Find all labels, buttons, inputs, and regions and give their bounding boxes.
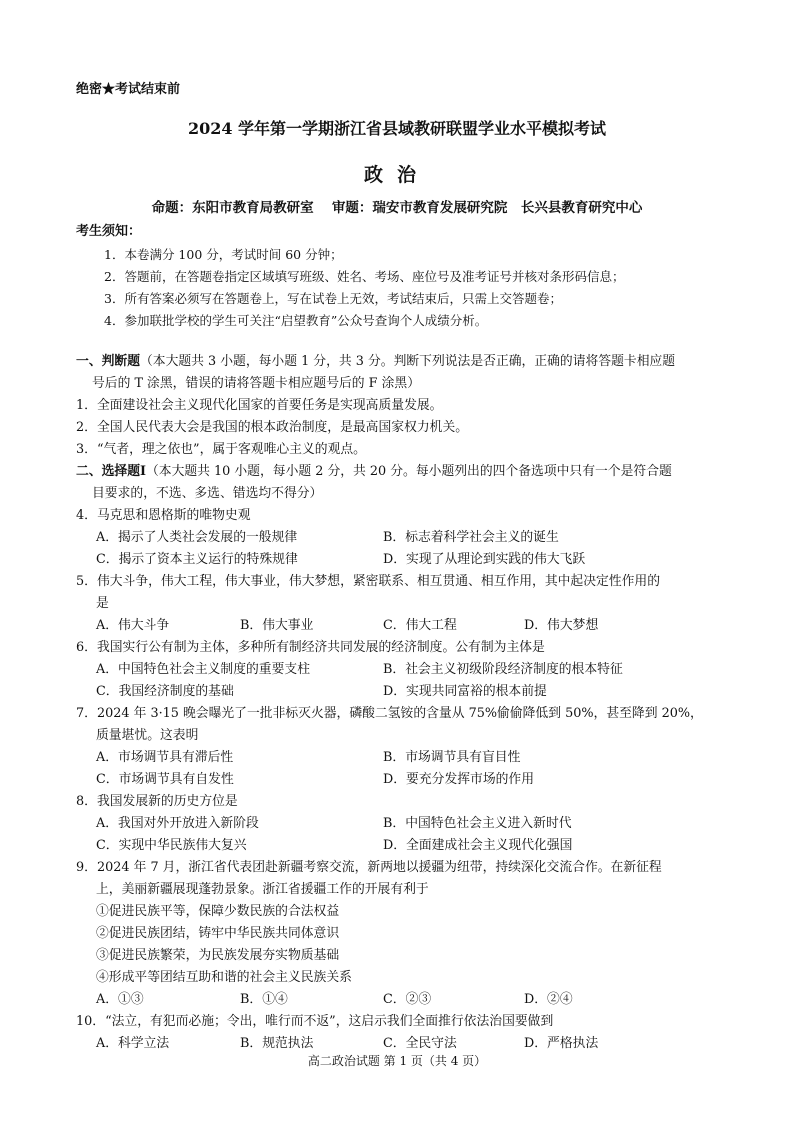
- q5-option-d: D．伟大梦想: [524, 618, 599, 633]
- question-9-stem: 9．2024 年 7 月，浙江省代表团赴新疆考察交流，新两地以援疆为纽带，持续深化交流合作。在新征程: [76, 860, 662, 875]
- q6-option-b: B．社会主义初级阶段经济制度的根本特征: [383, 662, 623, 677]
- question-5-stem-2: 是: [96, 596, 109, 611]
- question-7-stem: 7．2024 年 3·15 晚会曝光了一批非标灭火器，磷酸二氢铵的含量从 75%偷偷降低到 50%，甚至降到 20%，: [76, 706, 703, 721]
- section1-heading: 一、判断题: [76, 354, 140, 369]
- notice-item: 2．答题前，在答题卷指定区域填写班级、姓名、考场、座位号及准考证号并核对条形码信息；: [104, 269, 625, 284]
- q9-option-c: C．②③: [383, 992, 432, 1007]
- notice-heading: 考生须知：: [76, 224, 142, 239]
- q9-statement: ③促进民族繁荣，为民族发展夯实物质基础: [96, 948, 340, 963]
- question-4-stem: 4．马克思和恩格斯的唯物史观: [76, 508, 251, 523]
- q6-option-d: D．实现共同富裕的根本前提: [383, 684, 547, 699]
- q8-option-a: A．我国对外开放进入新阶段: [96, 816, 259, 831]
- q5-option-a: A．伟大斗争: [96, 618, 170, 633]
- section1-desc-2: 号后的 T 涂黑，错误的请将答题卡相应题号后的 F 涂黑）: [92, 376, 421, 391]
- question-1: 1．全面建设社会主义现代化国家的首要任务是实现高质量发展。: [76, 398, 443, 413]
- question-3: 3．“气者，理之依也”，属于客观唯心主义的观点。: [76, 442, 366, 457]
- q9-statement: ②促进民族团结，铸牢中华民族共同体意识: [96, 926, 340, 941]
- notice-item: 3．所有答案必须写在答题卷上，写在试卷上无效，考试结束后，只需上交答题卷；: [104, 291, 562, 306]
- q7-option-b: B．市场调节具有盲目性: [383, 750, 521, 765]
- q9-option-b: B．①④: [240, 992, 288, 1007]
- q10-option-a: A．科学立法: [96, 1036, 170, 1051]
- section2-heading: 二、选择题Ⅰ: [76, 464, 146, 479]
- section2-desc-2: 目要求的，不选、多选、错选均不得分）: [92, 486, 323, 501]
- secret-mark: 绝密★考试结束前: [76, 82, 181, 97]
- exam-title: 2024 学年第一学期浙江省县域教研联盟学业水平模拟考试: [187, 119, 607, 138]
- question-2: 2．全国人民代表大会是我国的根本政治制度，是最高国家权力机关。: [76, 420, 469, 435]
- q7-option-c: C．市场调节具有自发性: [96, 772, 234, 787]
- q7-option-d: D．要充分发挥市场的作用: [383, 772, 535, 787]
- q9-option-a: A．①③: [96, 992, 144, 1007]
- q8-option-c: C．实现中华民族伟大复兴: [96, 838, 247, 853]
- section1-header: [76, 350, 675, 369]
- q10-option-b: B．规范执法: [240, 1036, 314, 1051]
- authors-line: 命题：东阳市教育局教研室 审题：瑞安市教育发展研究院 长兴县教育研究中心: [151, 200, 643, 216]
- q6-option-a: A．中国特色社会主义制度的重要支柱: [96, 662, 310, 677]
- section2-header: [76, 460, 672, 479]
- q4-option-c: C．揭示了资本主义运行的特殊规律: [96, 552, 298, 567]
- q5-option-c: C．伟大工程: [383, 618, 457, 633]
- q10-option-d: D．严格执法: [524, 1036, 599, 1051]
- q10-option-c: C．全民守法: [383, 1036, 457, 1051]
- section2-desc: （本大题共 10 小题，每小题 2 分，共 20 分。每小题列出的四个备选项中只有一个是符合题: [145, 464, 672, 479]
- question-9-stem-2: 上，美丽新疆展现蓬勃景象。浙江省援疆工作的开展有利于: [96, 882, 429, 897]
- question-6-stem: 6．我国实行公有制为主体，多种所有制经济共同发展的经济制度。公有制为主体是: [76, 640, 545, 655]
- q6-option-c: C．我国经济制度的基础: [96, 684, 234, 699]
- page-footer: 高二政治试题 第 1 页（共 4 页）: [307, 1054, 487, 1068]
- subject-title: 政治: [363, 164, 430, 186]
- q5-option-b: B．伟大事业: [240, 618, 314, 633]
- question-8-stem: 8．我国发展新的历史方位是: [76, 794, 238, 809]
- question-7-stem-2: 质量堪忧。这表明: [96, 728, 199, 743]
- q4-option-b: B．标志着科学社会主义的诞生: [383, 530, 559, 545]
- question-10-stem: 10．“法立，有犯而必施；令出，唯行而不返”，这启示我们全面推行依法治国要做到: [76, 1014, 554, 1029]
- q8-option-d: D．全面建成社会主义现代化强国: [383, 838, 573, 853]
- q9-option-d: D．②④: [524, 992, 573, 1007]
- q7-option-a: A．市场调节具有滞后性: [96, 750, 234, 765]
- q4-option-a: A．揭示了人类社会发展的一般规律: [96, 530, 298, 545]
- section1-desc: （本大题共 3 小题，每小题 1 分，共 3 分。判断下列说法是否正确，正确的请将答题卡相应题: [139, 354, 676, 369]
- q9-statement: ①促进民族平等，保障少数民族的合法权益: [96, 904, 340, 919]
- q4-option-d: D．实现了从理论到实践的伟大飞跃: [383, 552, 586, 567]
- q8-option-b: B．中国特色社会主义进入新时代: [383, 816, 572, 831]
- notice-item: 4．参加联批学校的学生可关注“启望教育”公众号查询个人成绩分析。: [104, 313, 488, 328]
- q9-statement: ④形成平等团结互助和谐的社会主义民族关系: [96, 970, 352, 985]
- notice-item: 1．本卷满分 100 分，考试时间 60 分钟；: [104, 247, 343, 262]
- question-5-stem: 5．伟大斗争，伟大工程，伟大事业，伟大梦想，紧密联系、相互贯通、相互作用，其中起决定性作用的: [76, 574, 661, 589]
